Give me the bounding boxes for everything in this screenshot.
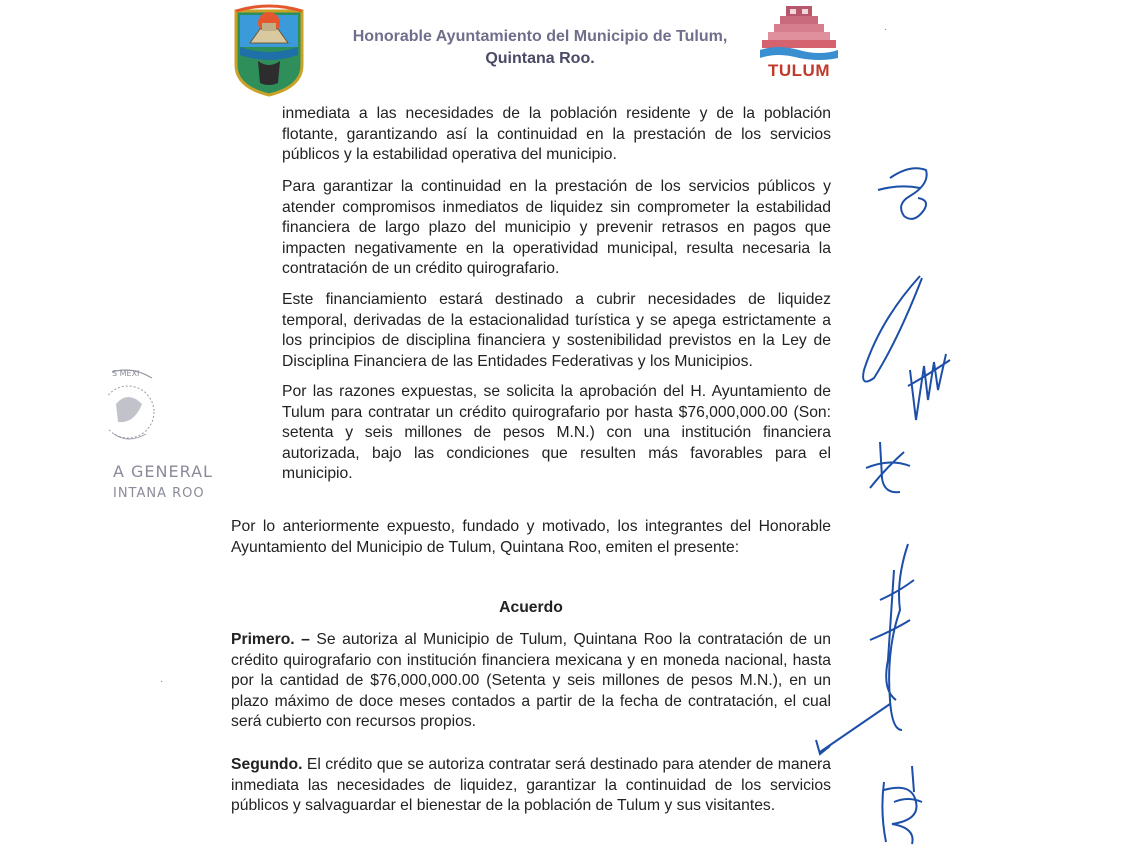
header-title-line2: Quintana Roo.: [485, 50, 595, 67]
paragraph-1: inmediata a las necesidades de la población residente y de la población flotante, garantizando así la continuidad en la prestación de los servicios públicos y la estabilidad operativa del municipio.: [282, 105, 831, 164]
document-header-title: [330, 26, 750, 70]
stamp-text-line1: A GENERAL: [113, 462, 213, 481]
primero-label: Primero. –: [231, 631, 310, 648]
scan-speck: ·: [884, 24, 888, 35]
resolution-segundo: [231, 755, 831, 817]
paragraph-5: Por lo anteriormente expuesto, fundado y motivado, los integrantes del Honorable Ayuntamiento del Municipio de Tulum, Quintana Roo, emiten el presente:: [231, 518, 831, 556]
official-seal-stamp: [108, 364, 160, 454]
tulum-logo-text: TULUM: [768, 61, 830, 80]
municipal-coat-of-arms-logo: [232, 3, 306, 97]
seal-text: S MEXI: [112, 369, 140, 378]
segundo-text: El crédito que se autoriza contratar será destinado para atender de manera inmediata las necesidades de liquidez, garantizar la continuidad de los servicios públicos y salvaguardar el bienestar de la población de Tulum y sus visitantes.: [231, 756, 831, 815]
primero-text: Se autoriza al Municipio de Tulum, Quintana Roo la contratación de un crédito quirografario con institución financiera mexicana y en moneda nacional, hasta por la cantidad de $76,000,000.00 (Setenta y seis millones de pesos M.N.), en un plazo máximo de doce meses contados a partir de la fecha de contratación, el cual será cubierto con recursos propios.: [231, 631, 831, 731]
signature-mark-5: [872, 762, 932, 849]
scan-speck: ·: [160, 676, 164, 687]
paragraph-4: Por las razones expuestas, se solicita la aprobación del H. Ayuntamiento de Tulum para contratar un crédito quirografario por hasta $76,000,000.00 (Son: setenta y seis millones de pesos M.N.) con una institución financiera autorizada, bajo las condiciones que resulten más favorables para el municipio.: [282, 383, 831, 483]
tulum-logo: [756, 4, 842, 88]
signature-mark-4: [810, 540, 930, 760]
signature-mark-2: [850, 270, 960, 430]
signature-mark-3: [860, 438, 920, 498]
signature-mark-1: [870, 160, 940, 230]
header-title-line1: Honorable Ayuntamiento del Municipio de Tulum,: [352, 28, 728, 45]
paragraph-3: Este financiamiento estará destinado a cubrir necesidades de liquidez temporal, derivadas de la estacionalidad turística y se apega estrictamente a los principios de disciplina financiera y sostenibilidad previstos en la Ley de Disciplina Financiera de las Entidades Federativas y los Municipios.: [282, 291, 831, 370]
paragraph-2: Para garantizar la continuidad en la prestación de los servicios públicos y atender compromisos inmediatos de liquidez sin comprometer la estabilidad financiera de largo plazo del municipio y prevenir retrasos en pagos que impacten negativamente en la operatividad municipal, resulta necesaria la contratación de un crédito quirografario.: [282, 178, 831, 278]
segundo-label: Segundo.: [231, 756, 303, 773]
section-heading: Acuerdo: [499, 599, 563, 616]
resolution-primero: [231, 630, 831, 733]
stamp-text-line2: INTANA ROO: [113, 486, 205, 501]
pyramid-icon: [756, 4, 842, 64]
